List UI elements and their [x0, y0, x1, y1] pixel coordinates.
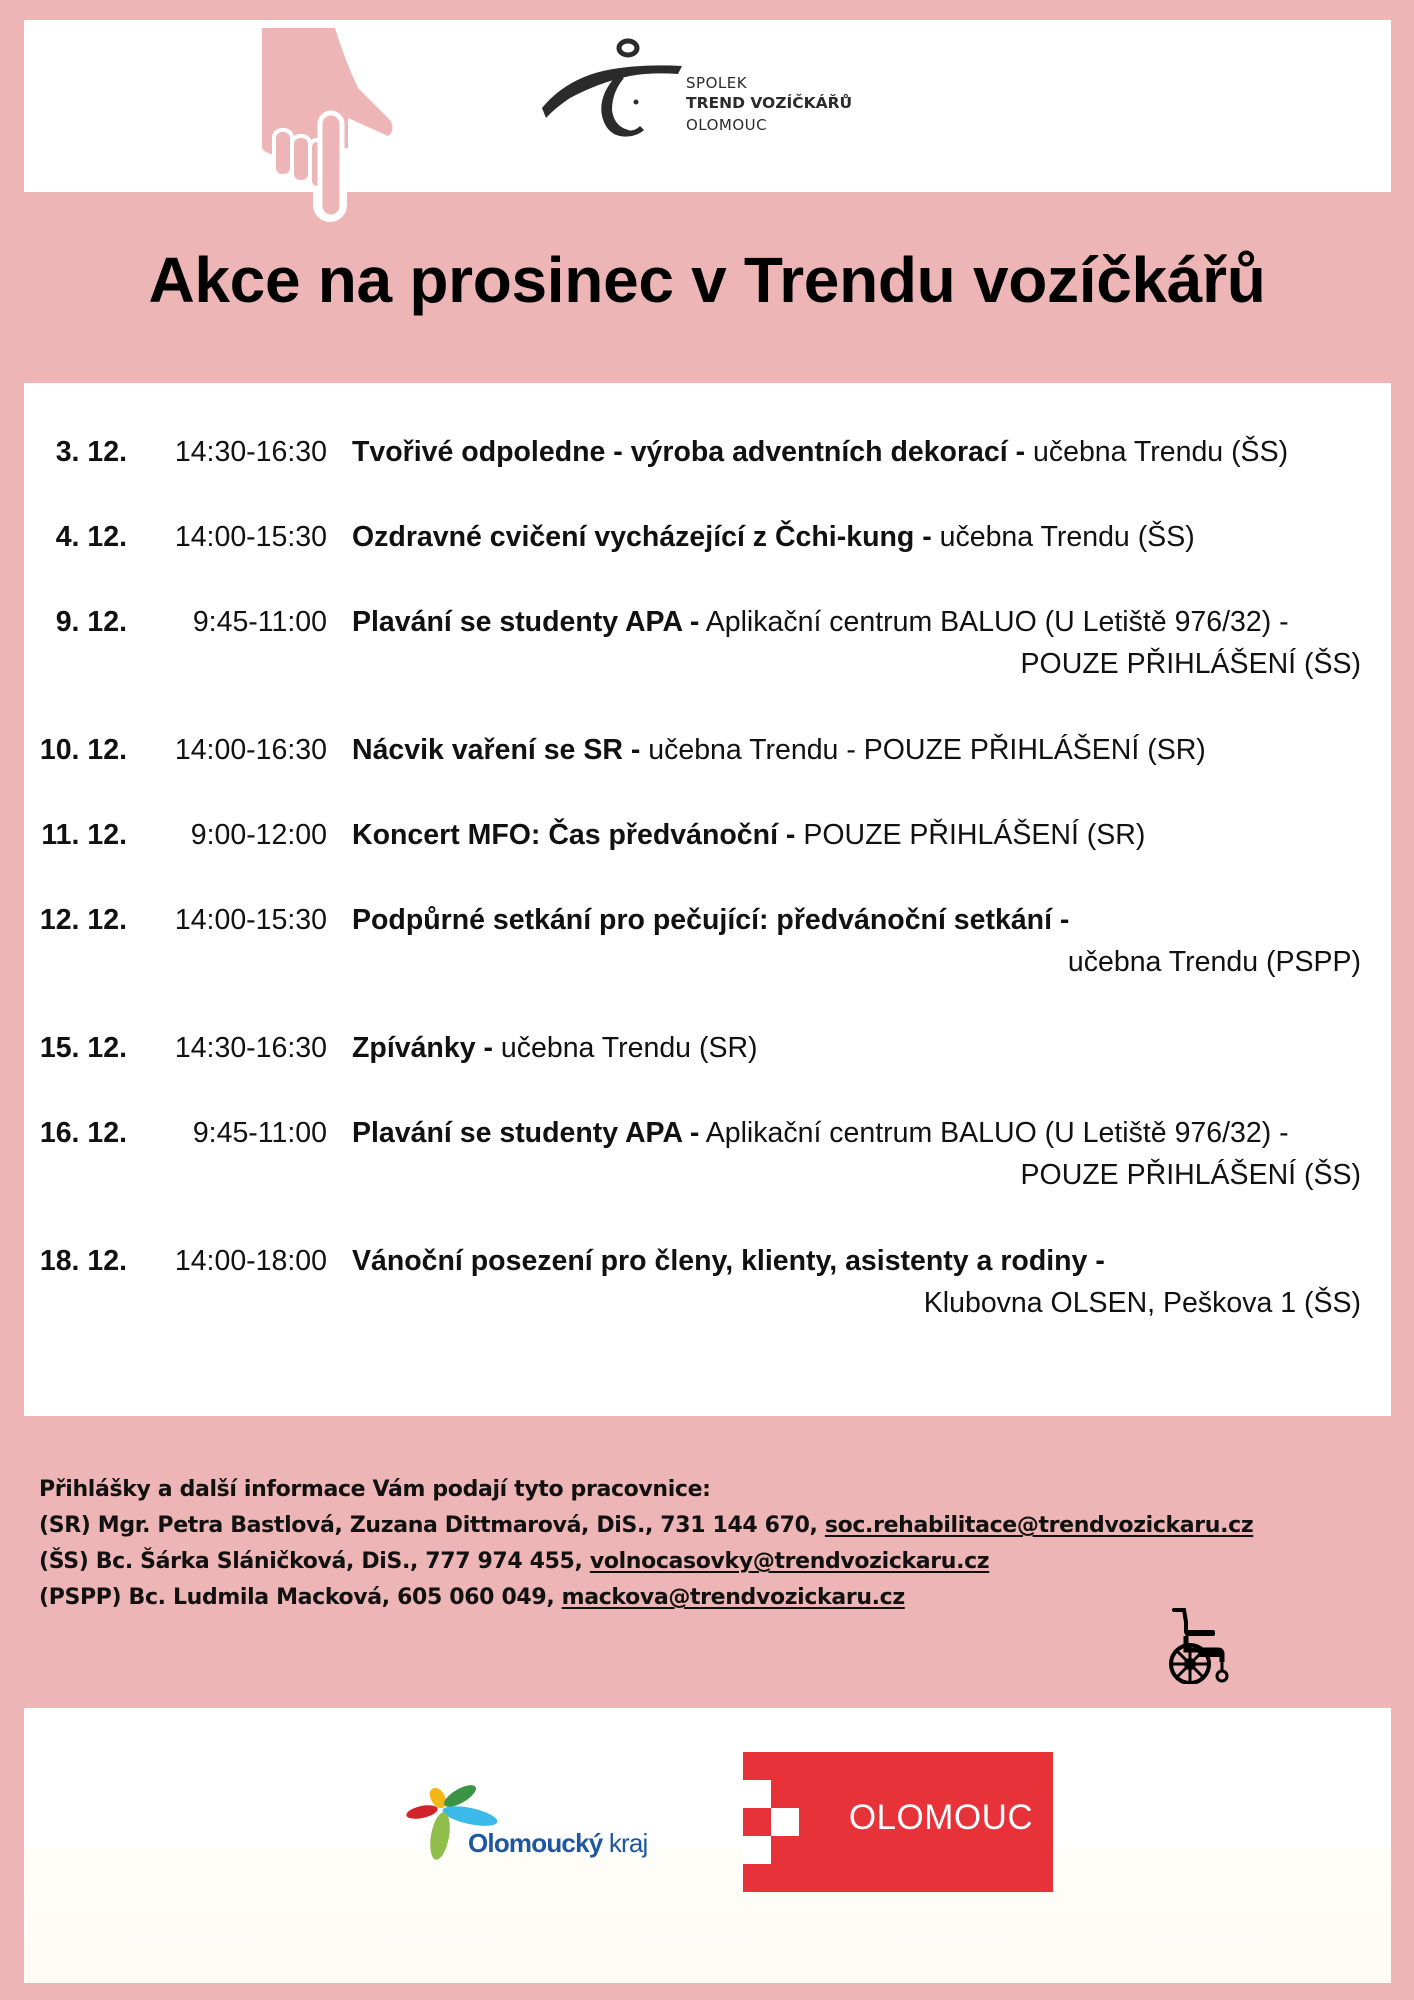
event-title: Koncert MFO: Čas předvánoční - — [352, 819, 796, 851]
event-location-continued: Klubovna OLSEN, Peškova 1 (ŠS) — [923, 1287, 1361, 1319]
event-date: 12. 12. — [39, 904, 127, 936]
event-time: 14:00-18:00 — [174, 1245, 327, 1277]
contact-line: (SR) Mgr. Petra Bastlová, Zuzana Dittmarová, DiS., 731 144 670, soc.rehabilitace@trendvozickaru.cz — [39, 1513, 1254, 1538]
event-description — [352, 601, 1289, 643]
event-description — [352, 431, 1288, 473]
event-location: Aplikační centrum BALUO (U Letiště 976/32) - — [699, 606, 1289, 638]
event-date: 4. 12. — [55, 521, 127, 553]
contact-info — [39, 1472, 1253, 1616]
event-title: Plavání se studenty APA - — [352, 606, 700, 638]
event-description — [352, 1027, 758, 1069]
event-location-continued: POUZE PŘIHLÁŠENÍ (ŠS) — [1020, 1159, 1361, 1191]
olomouc-logo-text: OLOMOUC — [848, 1798, 1034, 1837]
footer-panel — [24, 1708, 1391, 1983]
wheelchair-icon — [1166, 1606, 1236, 1684]
event-time: 14:00-15:30 — [174, 904, 327, 936]
event-location: učebna Trendu (ŠS) — [1025, 436, 1289, 468]
event-description — [352, 1240, 1105, 1282]
event-location: POUZE PŘIHLÁŠENÍ (SR) — [795, 819, 1146, 851]
email-link[interactable]: mackova@trendvozickaru.cz — [561, 1585, 905, 1610]
event-date: 18. 12. — [39, 1245, 127, 1277]
event-title: Nácvik vaření se SR - — [352, 734, 641, 766]
event-date: 10. 12. — [39, 734, 127, 766]
event-title: Ozdravné cvičení vycházející z Čchi-kung - — [352, 521, 932, 553]
email-link[interactable]: soc.rehabilitace@trendvozickaru.cz — [824, 1513, 1254, 1538]
kraj-logo-text: Olomoucký kraj — [468, 1828, 648, 1858]
event-description — [352, 729, 1206, 771]
event-location-continued: učebna Trendu (PSPP) — [1067, 946, 1361, 978]
event-title: Zpívánky - — [352, 1032, 493, 1064]
page-title: Akce na prosinec v Trendu vozíčkářů — [148, 244, 1266, 316]
event-date: 9. 12. — [55, 606, 127, 638]
trend-vozickaru-logo — [540, 36, 900, 146]
olomoucky-kraj-logo — [400, 1778, 680, 1878]
olomouc-city-logo — [743, 1752, 1053, 1892]
event-location: Aplikační centrum BALUO (U Letiště 976/32) - — [699, 1117, 1289, 1149]
event-time: 9:00-12:00 — [190, 819, 327, 851]
event-title: Tvořivé odpoledne - výroba adventních dekorací - — [352, 436, 1026, 468]
event-time: 14:00-15:30 — [174, 521, 327, 553]
event-time: 14:00-16:30 — [174, 734, 327, 766]
event-location: učebna Trendu (ŠS) — [931, 521, 1195, 553]
contact-line: (ŠS) Bc. Šárka Sláničková, DiS., 777 974 455, volnocasovky@trendvozickaru.cz — [39, 1549, 990, 1574]
event-date: 3. 12. — [55, 436, 127, 468]
event-date: 11. 12. — [41, 819, 127, 851]
org-name-line1: SPOLEK — [686, 74, 748, 92]
event-location: učebna Trendu - POUZE PŘIHLÁŠENÍ (SR) — [640, 734, 1206, 766]
event-description — [352, 516, 1195, 558]
event-title: Vánoční posezení pro členy, klienty, asistenty a rodiny - — [352, 1245, 1105, 1277]
event-location: učebna Trendu (SR) — [492, 1032, 758, 1064]
event-description — [352, 899, 1069, 941]
event-time: 14:30-16:30 — [174, 1032, 327, 1064]
event-description — [352, 814, 1145, 856]
event-time: 9:45-11:00 — [192, 1117, 327, 1149]
pointing-hand-icon — [240, 28, 400, 224]
event-date: 15. 12. — [39, 1032, 127, 1064]
event-location-continued: POUZE PŘIHLÁŠENÍ (ŠS) — [1020, 648, 1361, 680]
wheelchair-person-logo-icon — [540, 36, 690, 146]
email-link[interactable]: volnocasovky@trendvozickaru.cz — [589, 1549, 990, 1574]
contact-intro: Přihlášky a další informace Vám podají tyto pracovnice: — [39, 1477, 711, 1502]
event-description — [352, 1112, 1289, 1154]
org-name-line2: TREND VOZÍČKÁŘŮ — [686, 94, 853, 112]
event-date: 16. 12. — [39, 1117, 127, 1149]
events-panel — [24, 383, 1391, 1416]
event-time: 9:45-11:00 — [192, 606, 327, 638]
org-name-line3: OLOMOUC — [686, 116, 768, 134]
event-time: 14:30-16:30 — [174, 436, 327, 468]
contact-line: (PSPP) Bc. Ludmila Macková, 605 060 049, mackova@trendvozickaru.cz — [39, 1585, 905, 1610]
event-title: Podpůrné setkání pro pečující: předvánoční setkání - — [352, 904, 1070, 936]
event-title: Plavání se studenty APA - — [352, 1117, 700, 1149]
